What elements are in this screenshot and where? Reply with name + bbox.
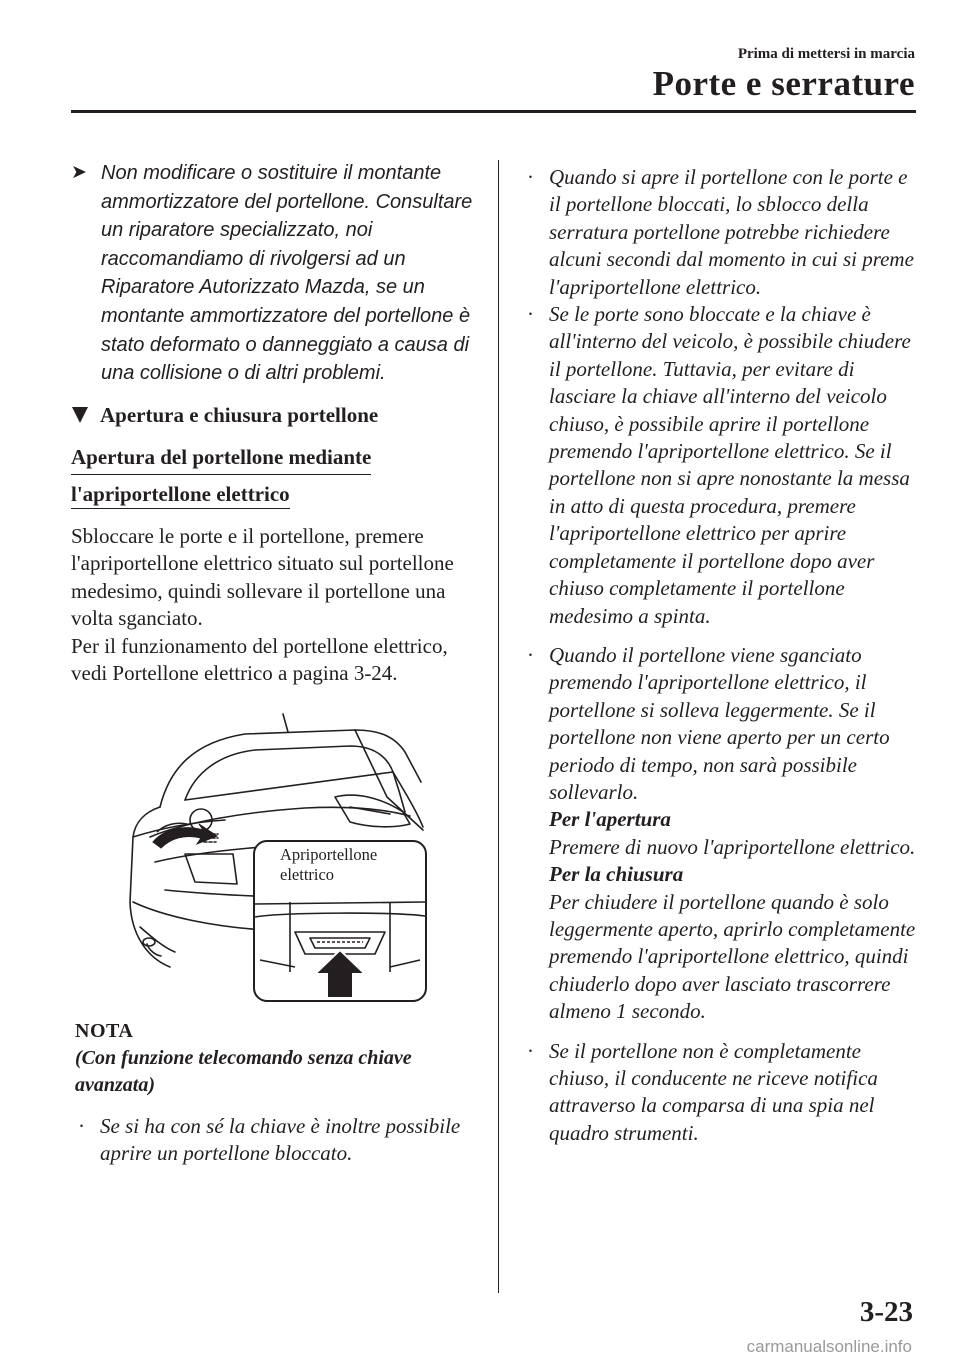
arrow-bullet-icon: ➤ [71,162,87,183]
close-text: Per chiudere il portellone quando è solo leggermente aperto, aprirlo completamente premendo l'apriportellone elettrico, quindi chiuderlo dopo aver lasciato trascorrere almeno 1 secondo. [549,889,916,1024]
figure-label-line1: Apriportellone [280,845,378,864]
nota-condition: (Con funzione telecomando senza chiave avanzata) [75,1047,412,1096]
bullet-dot-icon: · [527,302,534,327]
body-paragraph-1: Sbloccare le porte e il portellone, premere l'apriportellone elettrico situato sul portellone medesimo, quindi sollevare il portellone una volta sganciato. [71,523,454,631]
bullet-dot-icon: · [78,1114,85,1138]
watermark: carmanualsonline.info [746,1337,912,1356]
left-column [71,159,481,688]
triangle-down-icon [72,407,88,423]
list-item-text: Se le porte sono bloccate e la chiave è all'interno del veicolo, è possibile chiudere il portellone. Tuttavia, per evitare di lasciare la chiave all'interno del veicolo chiuso, è possibile aprire il portellone premendo l'apriportellone elettrico. Se il portellone non si apre nonostante la messa in atto di questa procedura, premere l'apriportellone elettrico per aprire completamente il portellone dopo aver chiuso completamente il portellone medesimo a spinta. [549,302,911,628]
subsection-heading [71,442,481,509]
section-title: Apertura e chiusura portellone [100,402,379,427]
nota-title: NOTA [75,1020,134,1042]
page-number: 3-23 [859,1296,913,1328]
list-item [524,1038,919,1148]
nota-bullet-text: Se si ha con sé la chiave è inoltre possibile aprire un portellone bloccato. [100,1114,461,1166]
close-heading: Per la chiusura [549,862,684,887]
list-item [524,301,919,630]
bullet-dot-icon: · [527,1038,534,1063]
list-item [524,642,919,1026]
bullet-dot-icon: · [527,165,534,189]
chapter-subtitle: Prima di mettersi in marcia [737,46,915,62]
list-item [524,164,919,301]
header-rule [71,110,916,113]
subsection-title-line2: l'apriportellone elettrico [71,482,290,509]
warning-item [71,159,481,388]
nota-bullet [75,1113,490,1168]
right-column [524,164,919,1147]
open-text: Premere di nuovo l'apriportellone elettrico. [549,834,916,859]
section-heading [71,400,481,430]
list-item-body [549,642,919,1026]
chapter-title: Porte e serrature [652,64,915,103]
figure-label-line2: elettrico [280,865,335,884]
body-paragraph [71,523,481,688]
column-divider [498,160,499,1293]
bullet-dot-icon: · [527,642,534,667]
nota-block [75,1018,490,1168]
liftgate-figure [125,712,426,1002]
subsection-title-line1: Apertura del portellone mediante [71,442,371,475]
body-paragraph-2: Per il funzionamento del portellone elettrico, vedi Portellone elettrico a pagina 3-24. [71,633,448,686]
warning-text: Non modificare o sostituire il montante ammortizzatore del portellone. Consultare un riparatore specializzato, noi raccomandiamo di rivolgersi ad un Riparatore Autorizzato Mazda, se un montante ammortizzatore del portellone è stato deformato o danneggiato a causa di una collisione o di altri problemi. [101,162,473,385]
open-heading: Per l'apertura [549,807,671,832]
list-item-text: Quando si apre il portellone con le porte e il portellone bloccati, lo sblocco della serratura portellone potrebbe richiedere alcuni secondi dal momento in cui si preme l'apriportellone elettrico. [549,165,914,299]
list-item-text: Quando il portellone viene sganciato premendo l'apriportellone elettrico, il portellone si solleva leggermente. Se il portellone non viene aperto per un certo periodo di tempo, non sarà possibile sollevarlo. [549,642,890,804]
figure-label [280,845,430,885]
list-item-text: Se il portellone non è completamente chiuso, il conducente ne riceve notifica attraverso la comparsa di una spia nel quadro strumenti. [549,1038,878,1145]
